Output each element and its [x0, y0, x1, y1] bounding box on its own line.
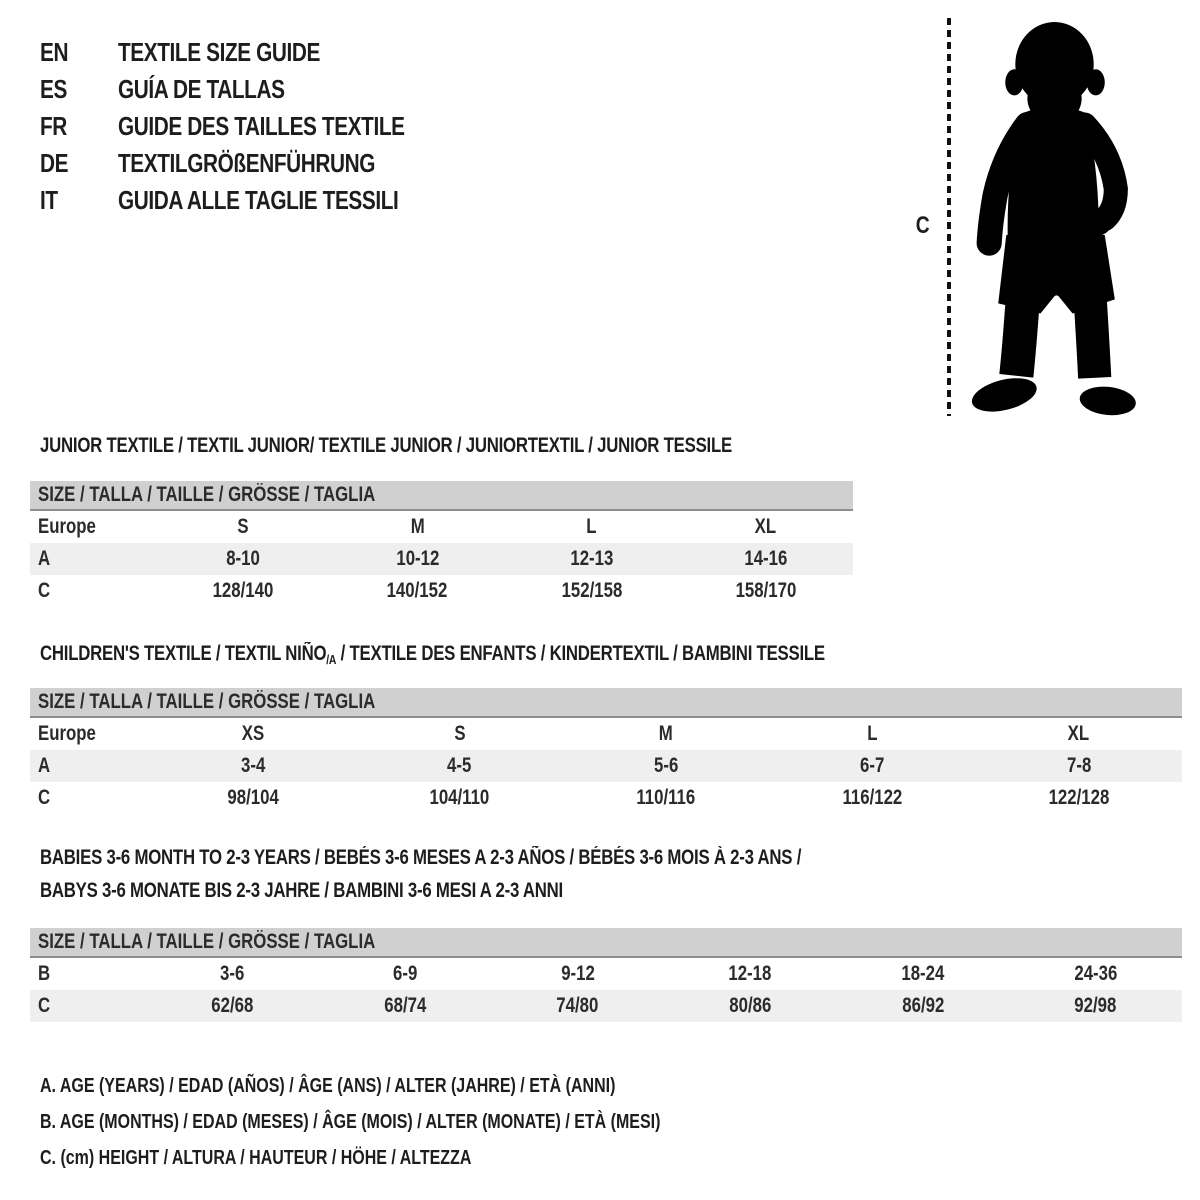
size-cell: XS — [241, 722, 265, 745]
age-cell: 4-5 — [447, 754, 472, 777]
age-cell: 7-8 — [1066, 754, 1091, 777]
row-label: B — [38, 962, 51, 985]
language-code: EN — [40, 37, 69, 67]
language-title: TEXTILGRÖßENFÜHRUNG — [118, 148, 376, 178]
row-label: Europe — [38, 515, 96, 538]
height-cell: 68/74 — [383, 994, 427, 1017]
language-title: TEXTILE SIZE GUIDE — [118, 37, 320, 67]
height-cell: 158/170 — [735, 579, 797, 602]
babies-size-table — [30, 928, 1182, 1022]
table-row — [30, 718, 1182, 750]
size-cell: M — [659, 722, 674, 745]
size-cell: XL — [755, 515, 777, 538]
junior-section-title: JUNIOR TEXTILE / TEXTIL JUNIOR/ TEXTILE JUNIOR / JUNIORTEXTIL / JUNIOR TESSILE — [40, 434, 732, 457]
table-row — [30, 958, 1182, 990]
age-cell: 3-6 — [220, 962, 245, 985]
nino-a-subscript: /A — [326, 652, 337, 667]
measure-legend — [40, 1068, 816, 1176]
height-cell: 92/98 — [1074, 994, 1117, 1017]
language-row — [40, 182, 476, 219]
row-label: Europe — [38, 722, 96, 745]
age-cell: 18-24 — [901, 962, 945, 985]
size-header-bar: SIZE / TALLA / TAILLE / GRÖSSE / TAGLIA — [30, 481, 853, 511]
size-cell: S — [453, 722, 466, 745]
height-cell: 128/140 — [212, 579, 274, 602]
children-size-table — [30, 688, 1182, 814]
row-label: C — [38, 994, 51, 1017]
row-label: A — [38, 754, 51, 777]
size-cell: M — [410, 515, 425, 538]
height-cell: 152/158 — [561, 579, 622, 602]
age-cell: 6-7 — [860, 754, 885, 777]
babies-section-title-line2: BABYS 3-6 MONATE BIS 2-3 JAHRE / BAMBINI 3-6 MESI A 2-3 ANNI — [40, 879, 563, 902]
height-cell: 74/80 — [556, 994, 599, 1017]
language-title-list — [40, 34, 476, 219]
height-cell: 122/128 — [1048, 786, 1110, 809]
language-code: IT — [40, 185, 58, 215]
babies-section-title-line1: BABIES 3-6 MONTH TO 2-3 YEARS / BEBÉS 3-6 MESES A 2-3 AÑOS / BÉBÉS 3-6 MOIS À 2-3 ANS / — [40, 846, 802, 869]
language-code: FR — [40, 111, 67, 141]
language-row — [40, 145, 476, 182]
table-row — [30, 750, 1182, 782]
row-label: A — [38, 547, 51, 570]
language-row — [40, 34, 476, 71]
height-cell: 62/68 — [211, 994, 254, 1017]
height-cell: 110/116 — [636, 786, 696, 809]
language-row — [40, 71, 476, 108]
height-cell: 140/152 — [386, 579, 448, 602]
height-dashed-line — [947, 18, 951, 416]
language-title: GUIDE DES TAILLES TEXTILE — [118, 111, 405, 141]
size-cell: L — [586, 515, 597, 538]
language-code: DE — [40, 148, 69, 178]
height-cell: 80/86 — [729, 994, 772, 1017]
language-row — [40, 108, 476, 145]
height-cell: 98/104 — [227, 786, 279, 809]
legend-line-a: A. AGE (YEARS) / EDAD (AÑOS) / ÂGE (ANS) / ALTER (JAHRE) / ETÀ (ANNI) — [40, 1074, 616, 1097]
size-cell: L — [867, 722, 878, 745]
height-cell: 86/92 — [901, 994, 945, 1017]
age-cell: 9-12 — [560, 962, 595, 985]
size-header-bar: SIZE / TALLA / TAILLE / GRÖSSE / TAGLIA — [30, 688, 1182, 718]
legend-line-c: C. (cm) HEIGHT / ALTURA / HAUTEUR / HÖHE / ALTEZZA — [40, 1146, 472, 1169]
age-cell: 5-6 — [653, 754, 679, 777]
height-measure-label: C — [915, 212, 930, 239]
table-row — [30, 782, 1182, 814]
row-label: C — [38, 579, 51, 602]
table-row — [30, 990, 1182, 1022]
age-cell: 12-18 — [728, 962, 772, 985]
table-row — [30, 575, 853, 607]
language-code: ES — [40, 74, 67, 104]
junior-size-table — [30, 481, 853, 607]
toddler-silhouette-icon — [963, 16, 1141, 418]
age-cell: 6-9 — [392, 962, 418, 985]
age-cell: 14-16 — [744, 547, 788, 570]
height-cell: 104/110 — [429, 786, 490, 809]
size-cell: S — [237, 515, 249, 538]
height-cell: 116/122 — [842, 786, 903, 809]
language-title: GUIDA ALLE TAGLIE TESSILI — [118, 185, 399, 215]
age-cell: 12-13 — [570, 547, 614, 570]
row-label: C — [38, 786, 51, 809]
legend-line-b: B. AGE (MONTHS) / EDAD (MESES) / ÂGE (MOIS) / ALTER (MONATE) / ETÀ (MESI) — [40, 1110, 661, 1133]
age-cell: 10-12 — [395, 547, 439, 570]
age-cell: 8-10 — [226, 547, 260, 570]
table-row — [30, 511, 853, 543]
age-cell: 3-4 — [241, 754, 266, 777]
children-section-title: CHILDREN'S TEXTILE / TEXTIL NIÑO/A / TEXTILE DES ENFANTS / KINDERTEXTIL / BAMBINI TESSILE — [40, 642, 825, 667]
table-row — [30, 543, 853, 575]
language-title: GUÍA DE TALLAS — [118, 74, 285, 104]
age-cell: 24-36 — [1074, 962, 1118, 985]
size-header-bar: SIZE / TALLA / TAILLE / GRÖSSE / TAGLIA — [30, 928, 1182, 958]
size-cell: XL — [1068, 722, 1090, 745]
